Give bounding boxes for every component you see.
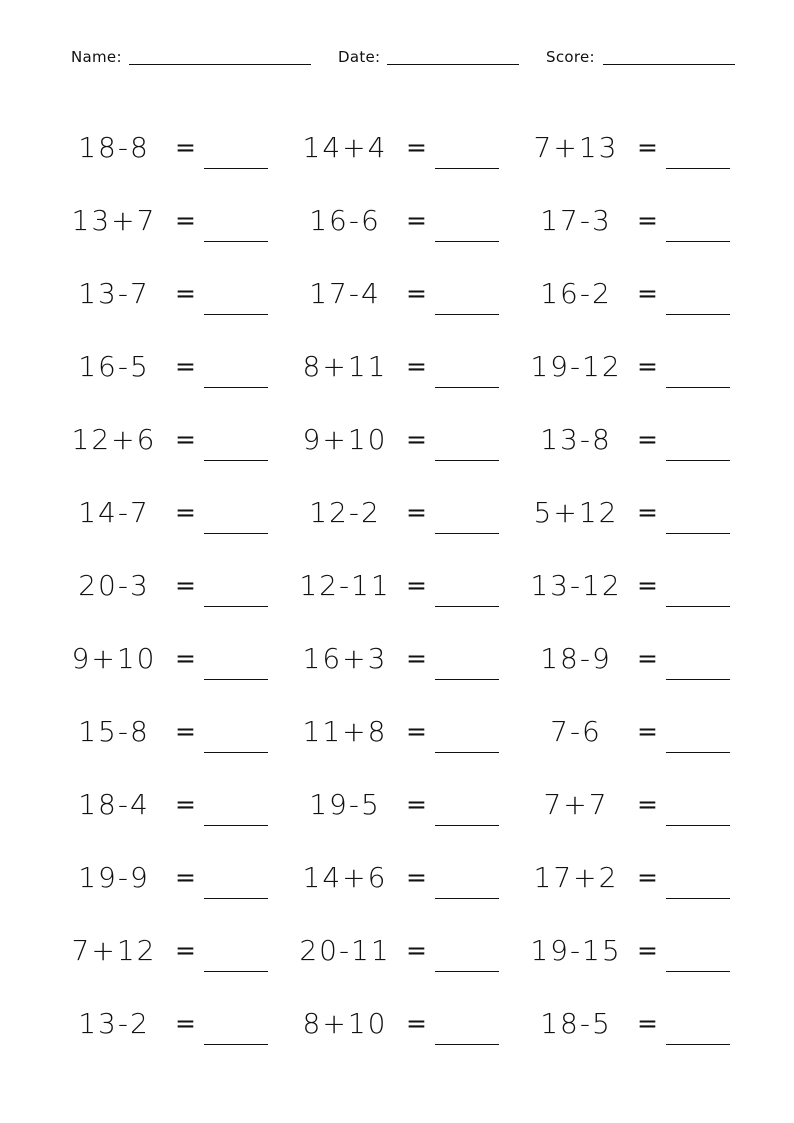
answer-blank[interactable] bbox=[666, 606, 730, 607]
problem-expression: 12-11 bbox=[299, 569, 391, 602]
problem-expression: 14+6 bbox=[302, 861, 388, 894]
date-label: Date: bbox=[338, 48, 381, 66]
answer-blank[interactable] bbox=[204, 606, 268, 607]
problem-row bbox=[0, 478, 794, 551]
equals-sign: = bbox=[175, 279, 196, 308]
answer-blank[interactable] bbox=[666, 971, 730, 972]
equals-sign: = bbox=[406, 352, 427, 381]
problem-row bbox=[0, 186, 794, 259]
equals-sign: = bbox=[637, 425, 658, 454]
answer-blank[interactable] bbox=[435, 679, 499, 680]
answer-blank[interactable] bbox=[666, 898, 730, 899]
problem-row bbox=[0, 113, 794, 186]
problem-expression: 13-12 bbox=[530, 569, 622, 602]
answer-blank[interactable] bbox=[435, 898, 499, 899]
answer-blank[interactable] bbox=[204, 460, 268, 461]
answer-blank[interactable] bbox=[666, 460, 730, 461]
equals-sign: = bbox=[175, 425, 196, 454]
equals-sign: = bbox=[406, 279, 427, 308]
answer-blank[interactable] bbox=[204, 752, 268, 753]
problem-expression: 19-5 bbox=[309, 788, 381, 821]
problem-expression: 13-7 bbox=[78, 277, 150, 310]
problem-row bbox=[0, 843, 794, 916]
problem-expression: 18-4 bbox=[78, 788, 150, 821]
problem-row bbox=[0, 989, 794, 1062]
problem-expression: 20-11 bbox=[299, 934, 391, 967]
answer-blank[interactable] bbox=[435, 460, 499, 461]
equals-sign: = bbox=[637, 790, 658, 819]
answer-blank[interactable] bbox=[204, 971, 268, 972]
answer-blank[interactable] bbox=[435, 168, 499, 169]
answer-blank[interactable] bbox=[435, 241, 499, 242]
equals-sign: = bbox=[175, 717, 196, 746]
equals-sign: = bbox=[175, 936, 196, 965]
problem-expression: 18-8 bbox=[78, 131, 150, 164]
answer-blank[interactable] bbox=[435, 314, 499, 315]
problem-expression: 11+8 bbox=[302, 715, 388, 748]
equals-sign: = bbox=[637, 279, 658, 308]
name-label: Name: bbox=[71, 48, 122, 66]
problem-expression: 12+6 bbox=[71, 423, 157, 456]
equals-sign: = bbox=[406, 206, 427, 235]
answer-blank[interactable] bbox=[435, 533, 499, 534]
problem-expression: 7+12 bbox=[71, 934, 157, 967]
equals-sign: = bbox=[637, 352, 658, 381]
answer-blank[interactable] bbox=[666, 1044, 730, 1045]
problem-expression: 20-3 bbox=[78, 569, 150, 602]
problem-expression: 7-6 bbox=[550, 715, 602, 748]
answer-blank[interactable] bbox=[435, 825, 499, 826]
problem-expression: 9+10 bbox=[71, 642, 157, 675]
score-label: Score: bbox=[546, 48, 595, 66]
answer-blank[interactable] bbox=[204, 387, 268, 388]
problem-expression: 14+4 bbox=[302, 131, 388, 164]
problem-expression: 18-5 bbox=[540, 1007, 612, 1040]
answer-blank[interactable] bbox=[666, 241, 730, 242]
problem-row bbox=[0, 551, 794, 624]
name-field-line[interactable] bbox=[129, 64, 311, 65]
problem-expression: 16-6 bbox=[309, 204, 381, 237]
problem-expression: 13-8 bbox=[540, 423, 612, 456]
equals-sign: = bbox=[406, 863, 427, 892]
answer-blank[interactable] bbox=[666, 679, 730, 680]
answer-blank[interactable] bbox=[435, 1044, 499, 1045]
problem-row bbox=[0, 770, 794, 843]
score-field-line[interactable] bbox=[603, 64, 735, 65]
equals-sign: = bbox=[175, 571, 196, 600]
problem-row bbox=[0, 624, 794, 697]
equals-sign: = bbox=[175, 790, 196, 819]
equals-sign: = bbox=[406, 644, 427, 673]
problem-expression: 8+10 bbox=[302, 1007, 388, 1040]
answer-blank[interactable] bbox=[435, 752, 499, 753]
answer-blank[interactable] bbox=[204, 533, 268, 534]
problem-expression: 15-8 bbox=[78, 715, 150, 748]
equals-sign: = bbox=[406, 1009, 427, 1038]
problem-expression: 19-9 bbox=[78, 861, 150, 894]
date-field-line[interactable] bbox=[387, 64, 519, 65]
problem-expression: 9+10 bbox=[302, 423, 388, 456]
answer-blank[interactable] bbox=[204, 1044, 268, 1045]
problem-expression: 7+13 bbox=[533, 131, 619, 164]
problem-expression: 18-9 bbox=[540, 642, 612, 675]
problem-expression: 19-15 bbox=[530, 934, 622, 967]
equals-sign: = bbox=[637, 206, 658, 235]
equals-sign: = bbox=[175, 206, 196, 235]
equals-sign: = bbox=[406, 498, 427, 527]
answer-blank[interactable] bbox=[666, 533, 730, 534]
problem-row bbox=[0, 697, 794, 770]
problem-row bbox=[0, 332, 794, 405]
answer-blank[interactable] bbox=[666, 825, 730, 826]
problem-expression: 16-5 bbox=[78, 350, 150, 383]
problem-row bbox=[0, 259, 794, 332]
problem-expression: 14-7 bbox=[78, 496, 150, 529]
problem-expression: 5+12 bbox=[533, 496, 619, 529]
problem-expression: 8+11 bbox=[302, 350, 388, 383]
equals-sign: = bbox=[406, 936, 427, 965]
problem-expression: 13+7 bbox=[71, 204, 157, 237]
answer-blank[interactable] bbox=[204, 241, 268, 242]
answer-blank[interactable] bbox=[435, 387, 499, 388]
equals-sign: = bbox=[406, 717, 427, 746]
answer-blank[interactable] bbox=[666, 314, 730, 315]
problem-expression: 16+3 bbox=[302, 642, 388, 675]
problem-expression: 17-3 bbox=[540, 204, 612, 237]
equals-sign: = bbox=[175, 644, 196, 673]
answer-blank[interactable] bbox=[666, 168, 730, 169]
equals-sign: = bbox=[175, 1009, 196, 1038]
problem-expression: 17+2 bbox=[533, 861, 619, 894]
equals-sign: = bbox=[406, 425, 427, 454]
problem-expression: 17-4 bbox=[309, 277, 381, 310]
answer-blank[interactable] bbox=[666, 387, 730, 388]
equals-sign: = bbox=[637, 1009, 658, 1038]
equals-sign: = bbox=[175, 352, 196, 381]
equals-sign: = bbox=[406, 133, 427, 162]
answer-blank[interactable] bbox=[435, 971, 499, 972]
worksheet-header bbox=[0, 48, 794, 72]
equals-sign: = bbox=[637, 863, 658, 892]
problem-expression: 19-12 bbox=[530, 350, 622, 383]
equals-sign: = bbox=[637, 133, 658, 162]
equals-sign: = bbox=[637, 571, 658, 600]
equals-sign: = bbox=[175, 498, 196, 527]
equals-sign: = bbox=[637, 717, 658, 746]
equals-sign: = bbox=[175, 133, 196, 162]
answer-blank[interactable] bbox=[204, 314, 268, 315]
answer-blank[interactable] bbox=[204, 898, 268, 899]
equals-sign: = bbox=[637, 644, 658, 673]
answer-blank[interactable] bbox=[435, 606, 499, 607]
answer-blank[interactable] bbox=[204, 168, 268, 169]
equals-sign: = bbox=[406, 571, 427, 600]
answer-blank[interactable] bbox=[204, 679, 268, 680]
problem-expression: 16-2 bbox=[540, 277, 612, 310]
problem-row bbox=[0, 405, 794, 478]
equals-sign: = bbox=[637, 498, 658, 527]
answer-blank[interactable] bbox=[204, 825, 268, 826]
equals-sign: = bbox=[175, 863, 196, 892]
problem-expression: 7+7 bbox=[543, 788, 609, 821]
problem-row bbox=[0, 916, 794, 989]
problem-expression: 12-2 bbox=[309, 496, 381, 529]
equals-sign: = bbox=[406, 790, 427, 819]
problem-expression: 13-2 bbox=[78, 1007, 150, 1040]
equals-sign: = bbox=[637, 936, 658, 965]
answer-blank[interactable] bbox=[666, 752, 730, 753]
